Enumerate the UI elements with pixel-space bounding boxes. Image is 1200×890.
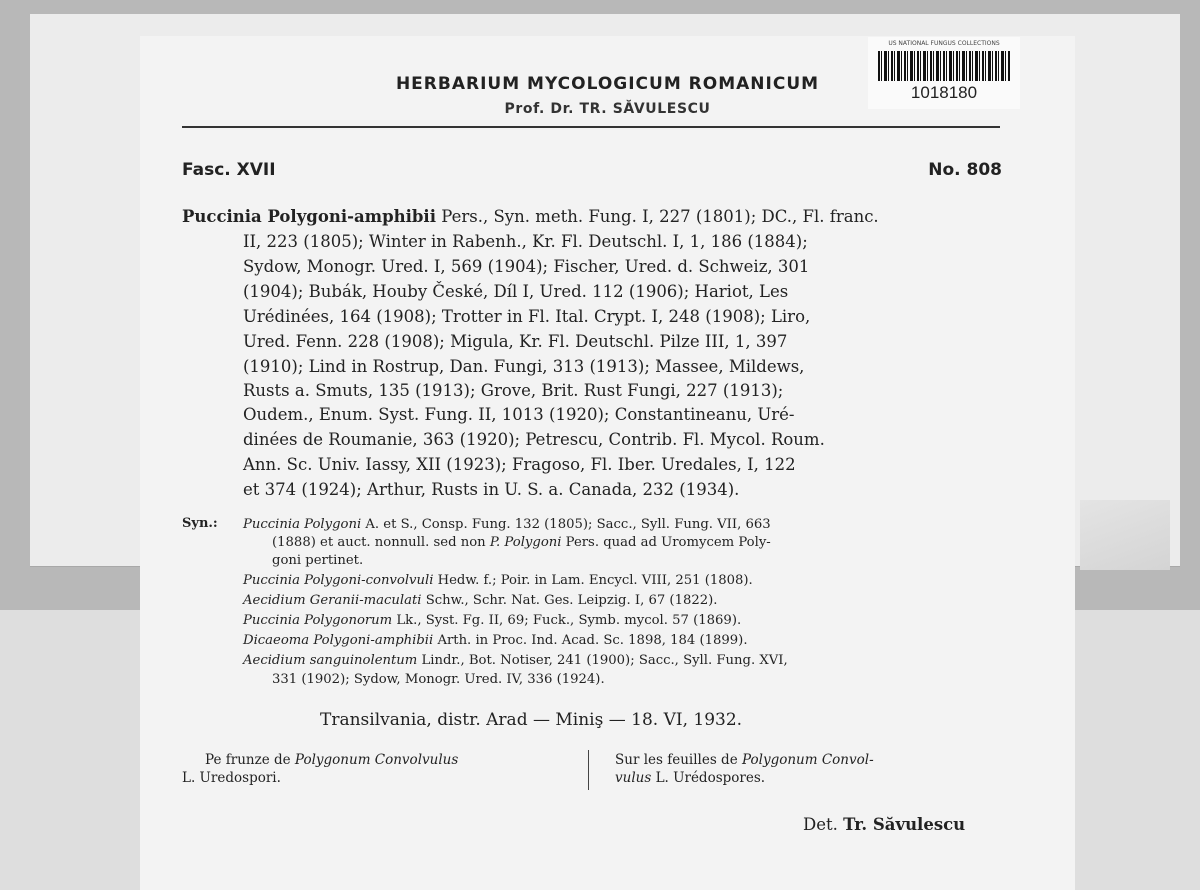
citation-line: Rusts a. Smuts, 135 (1913); Grove, Brit. Rust Fungi, 227 (1913); <box>243 381 784 400</box>
determiner: Det. Tr. Săvulescu <box>803 815 966 834</box>
synonym-line: Aecidium Geranii-maculati Schw., Schr. Nat. Ges. Leipzig. I, 67 (1822). <box>243 593 718 608</box>
synonym-line: Aecidium sanguinolentum Lindr., Bot. Notiser, 241 (1900); Sacc., Syll. Fung. XVI, <box>243 653 788 668</box>
species-name: Puccinia Polygoni-amphibii <box>182 207 436 226</box>
barcode-number: 1018180 <box>910 83 978 102</box>
citation-line: II, 223 (1805); Winter in Rabenh., Kr. Fl. Deutschl. I, 1, 186 (1884); <box>243 232 808 251</box>
synonym-line: Puccinia Polygoni A. et S., Consp. Fung. 132 (1805); Sacc., Syll. Fung. VII, 663 <box>243 517 771 532</box>
citation-line: Ured. Fenn. 228 (1908); Migula, Kr. Fl. Deutschl. Pilze III, 1, 397 <box>243 332 788 351</box>
fascicle: Fasc. XVII <box>182 160 276 180</box>
citation-line: dinées de Roumanie, 363 (1920); Petrescu, Contrib. Fl. Mycol. Roum. <box>243 430 825 449</box>
collection-locality: Transilvania, distr. Arad — Miniş — 18. VI, 1932. <box>320 710 743 730</box>
barcode-caption: US NATIONAL FUNGUS COLLECTIONS <box>888 40 1000 47</box>
citation-line: et 374 (1924); Arthur, Rusts in U. S. a. Canada, 232 (1934). <box>243 480 740 499</box>
synonym-line: Dicaeoma Polygoni-amphibii Arth. in Proc. Ind. Acad. Sc. 1898, 184 (1899). <box>243 633 748 648</box>
citation-line: Urédinées, 164 (1908); Trotter in Fl. Ital. Crypt. I, 248 (1908); Liro, <box>243 307 811 326</box>
synonyms-label: Syn.: <box>182 516 218 531</box>
host-note-french: Sur les feuilles de Polygonum Convol- <box>615 752 874 768</box>
synonym-line: Puccinia Polygonorum Lk., Syst. Fg. II, 69; Fuck., Symb. mycol. 57 (1869). <box>243 613 742 628</box>
synonym-line: Puccinia Polygoni-convolvuli Hedw. f.; Poir. in Lam. Encycl. VIII, 251 (1808). <box>243 573 753 588</box>
synonym-line: goni pertinet. <box>272 553 364 568</box>
herbarium-subtitle: Prof. Dr. TR. SĂVULESCU <box>504 101 711 117</box>
citation-line: Oudem., Enum. Syst. Fung. II, 1013 (1920); Constantineanu, Uré- <box>243 405 795 424</box>
barcode-label <box>868 37 1020 109</box>
citation-line: Ann. Sc. Univ. Iassy, XII (1923); Fragoso, Fl. Iber. Uredales, I, 122 <box>243 455 796 474</box>
specimen-number: No. 808 <box>928 160 1002 180</box>
synonym-line: 331 (1902); Sydow, Monogr. Ured. IV, 336 (1924). <box>272 672 605 687</box>
citation-line: (1904); Bubák, Houby České, Díl I, Ured. 112 (1906); Hariot, Les <box>243 282 789 301</box>
citation-line: Puccinia Polygoni-amphibii Pers., Syn. meth. Fung. I, 227 (1801); DC., Fl. franc. <box>182 207 879 226</box>
host-note-romanian-line2: L. Uredospori. <box>182 770 281 786</box>
host-note-romanian: Pe frunze de Polygonum Convolvulus <box>205 752 459 768</box>
herbarium-title: HERBARIUM MYCOLOGICUM ROMANICUM <box>395 74 820 94</box>
header-rule <box>182 126 1000 128</box>
notes-divider <box>588 750 589 790</box>
citation-line: Sydow, Monogr. Ured. I, 569 (1904); Fischer, Ured. d. Schweiz, 301 <box>243 257 810 276</box>
host-note-french-line2: vulus L. Urédospores. <box>615 770 766 786</box>
citation-line: (1910); Lind in Rostrup, Dan. Fungi, 313 (1913); Massee, Mildews, <box>243 357 805 376</box>
synonym-line: (1888) et auct. nonnull. sed non P. Polygoni Pers. quad ad Uromycem Poly- <box>272 535 771 550</box>
folder-flap <box>1080 500 1170 570</box>
